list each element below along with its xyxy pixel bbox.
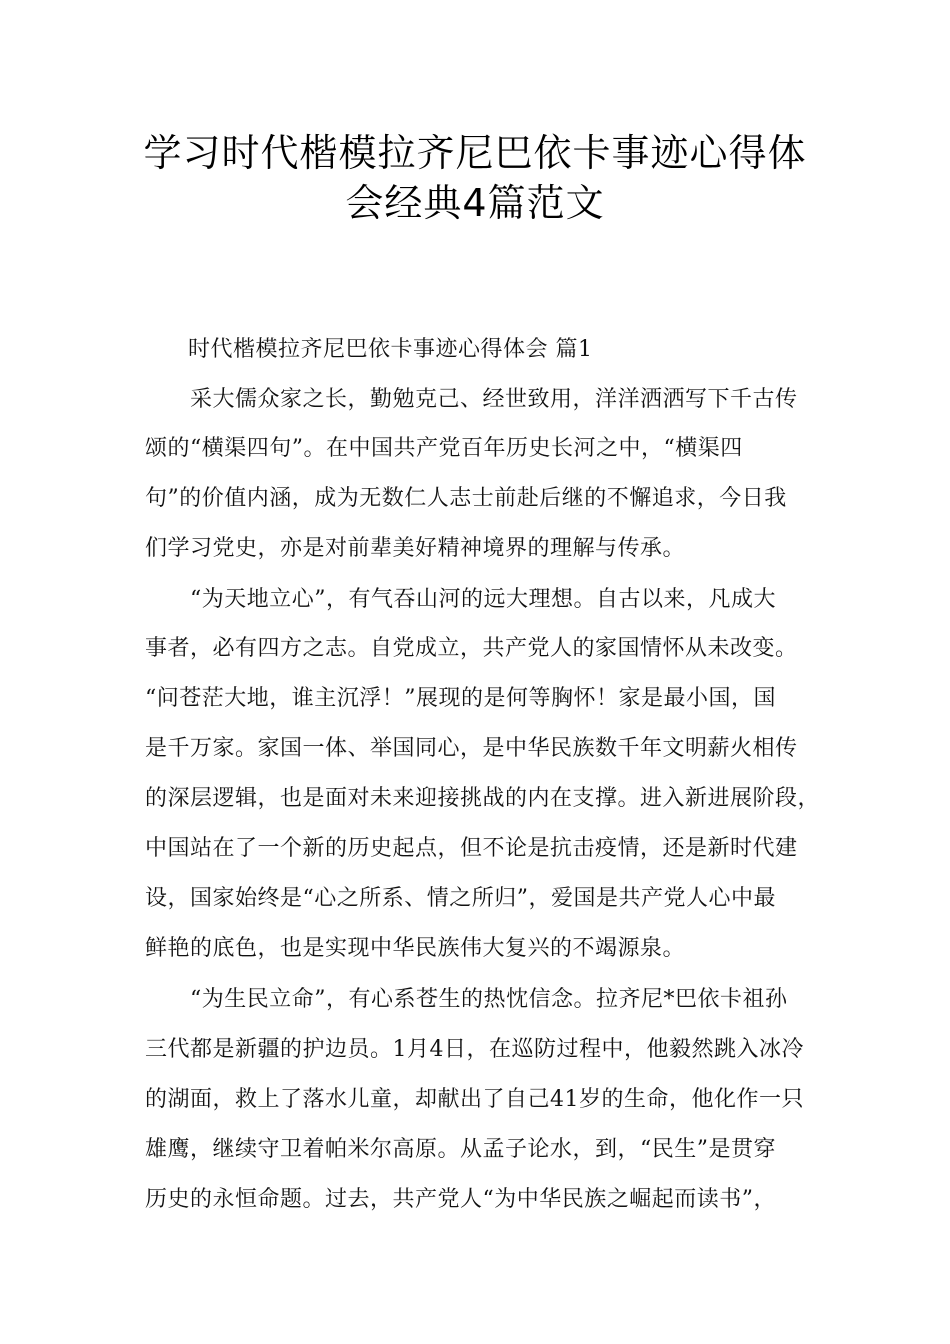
- paragraph-2-line-6: 中国站在了一个新的历史起点，但不论是抗击疫情，还是新时代建: [145, 836, 798, 861]
- paragraph-2-line-4: 是千万家。家国一体、举国同心，是中华民族数千年文明薪火相传: [145, 736, 798, 761]
- paragraph-2-line-8: 鲜艳的底色，也是实现中华民族伟大复兴的不竭源泉。: [145, 936, 686, 961]
- paragraph-1-line-4: 们学习党史，亦是对前辈美好精神境界的理解与传承。: [145, 536, 686, 561]
- paragraph-3-line-3: 的湖面，救上了落水儿童，却献出了自己41岁的生命，他化作一只: [145, 1087, 804, 1112]
- paragraph-3-line-5: 历史的永恒命题。过去，共产党人“为中华民族之崛起而读书”，: [145, 1187, 776, 1212]
- document-title-line-2: 会经典4篇范文: [345, 181, 605, 225]
- document-title-line-1: 学习时代楷模拉齐尼巴依卡事迹心得体: [143, 131, 807, 175]
- paragraph-3-line-4: 雄鹰，继续守卫着帕米尔高原。从孟子论水，到，“民生”是贯穿: [145, 1137, 776, 1162]
- paragraph-2-line-7: 设，国家始终是“心之所系、情之所归”，爱国是共产党人心中最: [145, 886, 776, 911]
- paragraph-3-line-2: 三代都是新疆的护边员。1月4日，在巡防过程中，他毅然跳入冰冷: [145, 1037, 804, 1062]
- section-heading: 时代楷模拉齐尼巴依卡事迹心得体会 篇1: [188, 337, 593, 362]
- paragraph-1-line-1: 采大儒众家之长，勤勉克己、经世致用，洋洋洒洒写下千古传: [190, 387, 798, 412]
- paragraph-2-line-1: “为天地立心”，有气吞山河的远大理想。自古以来，凡成大: [190, 587, 776, 612]
- paragraph-1-line-3: 句”的价值内涵，成为无数仁人志士前赴后继的不懈追求，今日我: [145, 486, 787, 511]
- paragraph-2-line-5: 的深层逻辑，也是面对未来迎接挑战的内在支撑。进入新进展阶段，: [145, 786, 821, 811]
- paragraph-2-line-3: “问苍茫大地，谁主沉浮！”展现的是何等胸怀！家是最小国，国: [145, 686, 776, 711]
- paragraph-2-line-2: 事者，必有四方之志。自党成立，共产党人的家国情怀从未改变。: [145, 636, 798, 661]
- paragraph-3-line-1: “为生民立命”，有心系苍生的热忱信念。拉齐尼*巴依卡祖孙: [190, 987, 788, 1012]
- paragraph-1-line-2: 颂的“横渠四句”。在中国共产党百年历史长河之中，“横渠四: [145, 436, 743, 461]
